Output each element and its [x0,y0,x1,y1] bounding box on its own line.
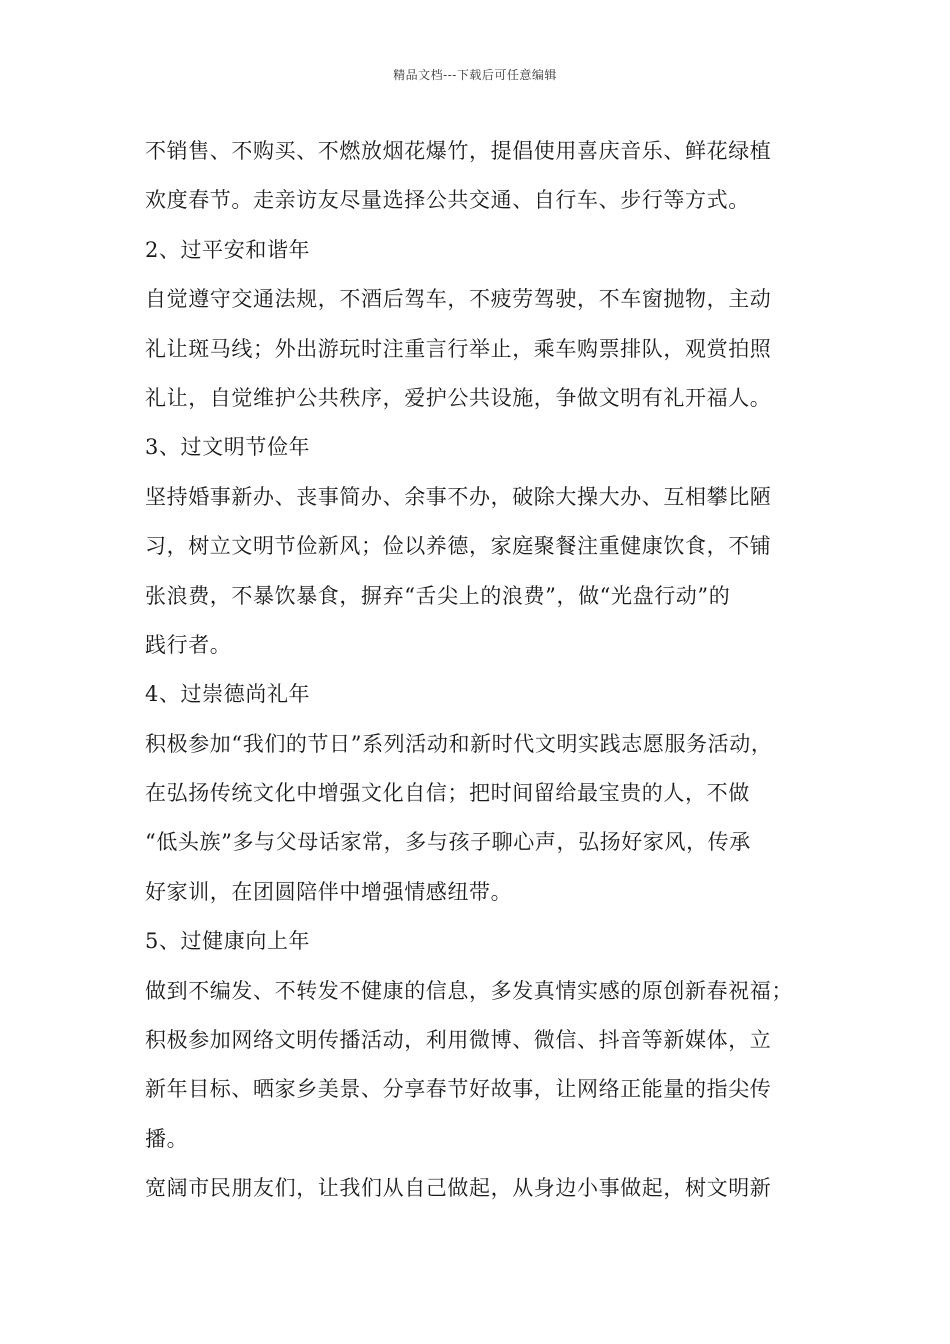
body-line: 新年目标、晒家乡美景、分享春节好故事，让网络正能量的指尖传 [145,1077,772,1102]
section-heading: 2、过平安和谐年 [145,237,311,262]
body-line: 礼让斑马线；外出游玩时注重言行举止，乘车购票排队，观赏拍照 [145,336,772,361]
body-line: 张浪费，不暴饮暴食，摒弃“舌尖上的浪费”，做“光盘行动”的 [145,583,731,608]
body-line: 坚持婚事新办、丧事简办、余事不办，破除大操大办、互相攀比陋 [145,484,772,509]
body-line: 践行者。 [145,632,232,657]
document-body [145,127,810,1214]
body-line: 欢度春节。走亲访友尽量选择公共交通、自行车、步行等方式。 [145,188,750,213]
section-heading: 3、过文明节俭年 [145,435,311,460]
section-heading: 5、过健康向上年 [145,929,311,954]
body-line: 习，树立文明节俭新风；俭以养德，家庭聚餐注重健康饮食，不铺 [145,534,772,559]
page-header: 精品文档---下载后可任意编辑 [393,68,557,82]
section-heading: 4、过崇德尚礼年 [145,682,311,707]
body-line: 礼让，自觉维护公共秩序，爱护公共设施，争做文明有礼开福人。 [145,385,772,410]
body-line: 不销售、不购买、不燃放烟花爆竹，提倡使用喜庆音乐、鲜花绿植 [145,139,772,163]
body-line: 做到不编发、不转发不健康的信息，多发真情实感的原创新春祝福； [145,978,793,1003]
body-line: 自觉遵守交通法规，不酒后驾车，不疲劳驾驶，不车窗抛物，主动 [145,287,772,312]
body-line: 好家训，在团圆陪伴中增强情感纽带。 [145,879,513,904]
body-line: 在弘扬传统文化中增强文化自信；把时间留给最宝贵的人，不做 [145,781,750,806]
body-line: 宽阔市民朋友们，让我们从自己做起，从身边小事做起，树文明新 [145,1176,772,1201]
body-line: 积极参加“我们的节日”系列活动和新时代文明实践志愿服务活动， [145,731,773,756]
body-line: 积极参加网络文明传播活动，利用微博、微信、抖音等新媒体，立 [145,1028,772,1053]
body-line: “低头族”多与父母话家常，多与孩子聊心声，弘扬好家风，传承 [145,830,751,855]
body-line: 播。 [145,1126,189,1151]
